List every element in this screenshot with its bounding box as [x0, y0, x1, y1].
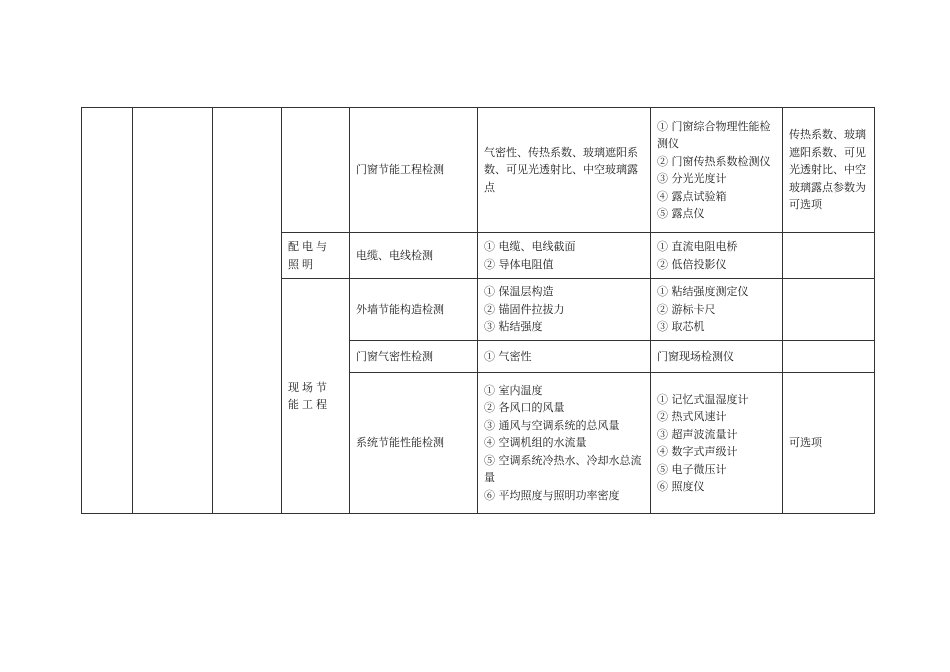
param-line: ⑥ 平均照度与照明功率密度 [484, 488, 620, 502]
param-line: ③ 粘结强度 [484, 320, 543, 334]
instrument-line: ② 低倍投影仪 [657, 257, 727, 271]
param-line: ③ 通风与空调系统的总风量 [484, 418, 620, 432]
param-line: ⑤ 空调系统冷热水、冷却水总流量 [484, 453, 642, 485]
param-line: ② 锚固件拉拔力 [484, 302, 565, 316]
instrument-line: ② 游标卡尺 [657, 302, 716, 316]
blank-column-3 [213, 108, 282, 514]
instrument-line: ① 粘结强度测定仪 [657, 285, 749, 299]
blank-column-1 [82, 108, 133, 514]
instruments-cell [651, 279, 783, 341]
params-cell [478, 233, 651, 279]
instruments-cell [651, 233, 783, 279]
param-line: ① 气密性 [484, 349, 532, 363]
item-cell: 电缆、电线检测 [350, 233, 478, 279]
instrument-line: ④ 露点试验箱 [657, 189, 727, 203]
item-cell: 系统节能性能检测 [350, 373, 478, 514]
category-cell: 现场节能工程 [282, 279, 350, 514]
instrument-line: ⑤ 露点仪 [657, 207, 705, 220]
item-cell: 外墙节能构造检测 [350, 279, 478, 341]
param-line: ① 室内温度 [484, 383, 543, 397]
table-row [82, 108, 875, 233]
remarks-cell: 传热系数、玻璃遮阳系数、可见光透射比、中空玻璃露点参数为可选项 [783, 108, 875, 233]
instrument-line: ⑥ 照度仪 [657, 480, 705, 493]
item-cell: 门窗气密性检测 [350, 341, 478, 373]
category-cell: 配电与照明 [282, 233, 350, 279]
instrument-line: ① 门窗综合物理性能检测仪 [657, 119, 771, 150]
instrument-line: ② 门窗传热系数检测仪 [657, 154, 771, 168]
remarks-cell: 可选项 [783, 373, 875, 514]
params-cell: 气密性、传热系数、玻璃遮阳系数、可见光透射比、中空玻璃露点 [478, 108, 651, 233]
param-line: ② 各风口的风量 [484, 401, 565, 415]
item-cell: 门窗节能工程检测 [350, 108, 478, 233]
param-line: ① 电缆、电线截面 [484, 240, 576, 253]
instruments-cell: 门窗现场检测仪 [651, 341, 783, 373]
instrument-line: ① 直流电阻电桥 [657, 240, 738, 253]
instrument-line: ③ 超声波流量计 [657, 427, 738, 441]
instrument-line: ② 热式风速计 [657, 410, 727, 423]
remarks-cell [783, 341, 875, 373]
instruments-cell [651, 108, 783, 233]
param-line: ④ 空调机组的水流量 [484, 436, 587, 450]
instrument-line: ③ 取芯机 [657, 320, 705, 334]
instruments-cell [651, 373, 783, 514]
remarks-cell [783, 233, 875, 279]
params-cell [478, 373, 651, 514]
instrument-line: ③ 分光光度计 [657, 172, 727, 185]
instrument-line: ⑤ 电子微压计 [657, 462, 727, 476]
param-line: ① 保温层构造 [484, 285, 554, 299]
category-cell [282, 108, 350, 233]
remarks-cell [783, 279, 875, 341]
blank-column-2 [133, 108, 213, 514]
instrument-line: ① 记忆式温湿度计 [657, 392, 749, 406]
params-cell [478, 341, 651, 373]
params-cell [478, 279, 651, 341]
instrument-line: ④ 数字式声级计 [657, 445, 738, 458]
param-line: ② 导体电阻值 [484, 257, 554, 271]
detection-table [81, 107, 875, 514]
